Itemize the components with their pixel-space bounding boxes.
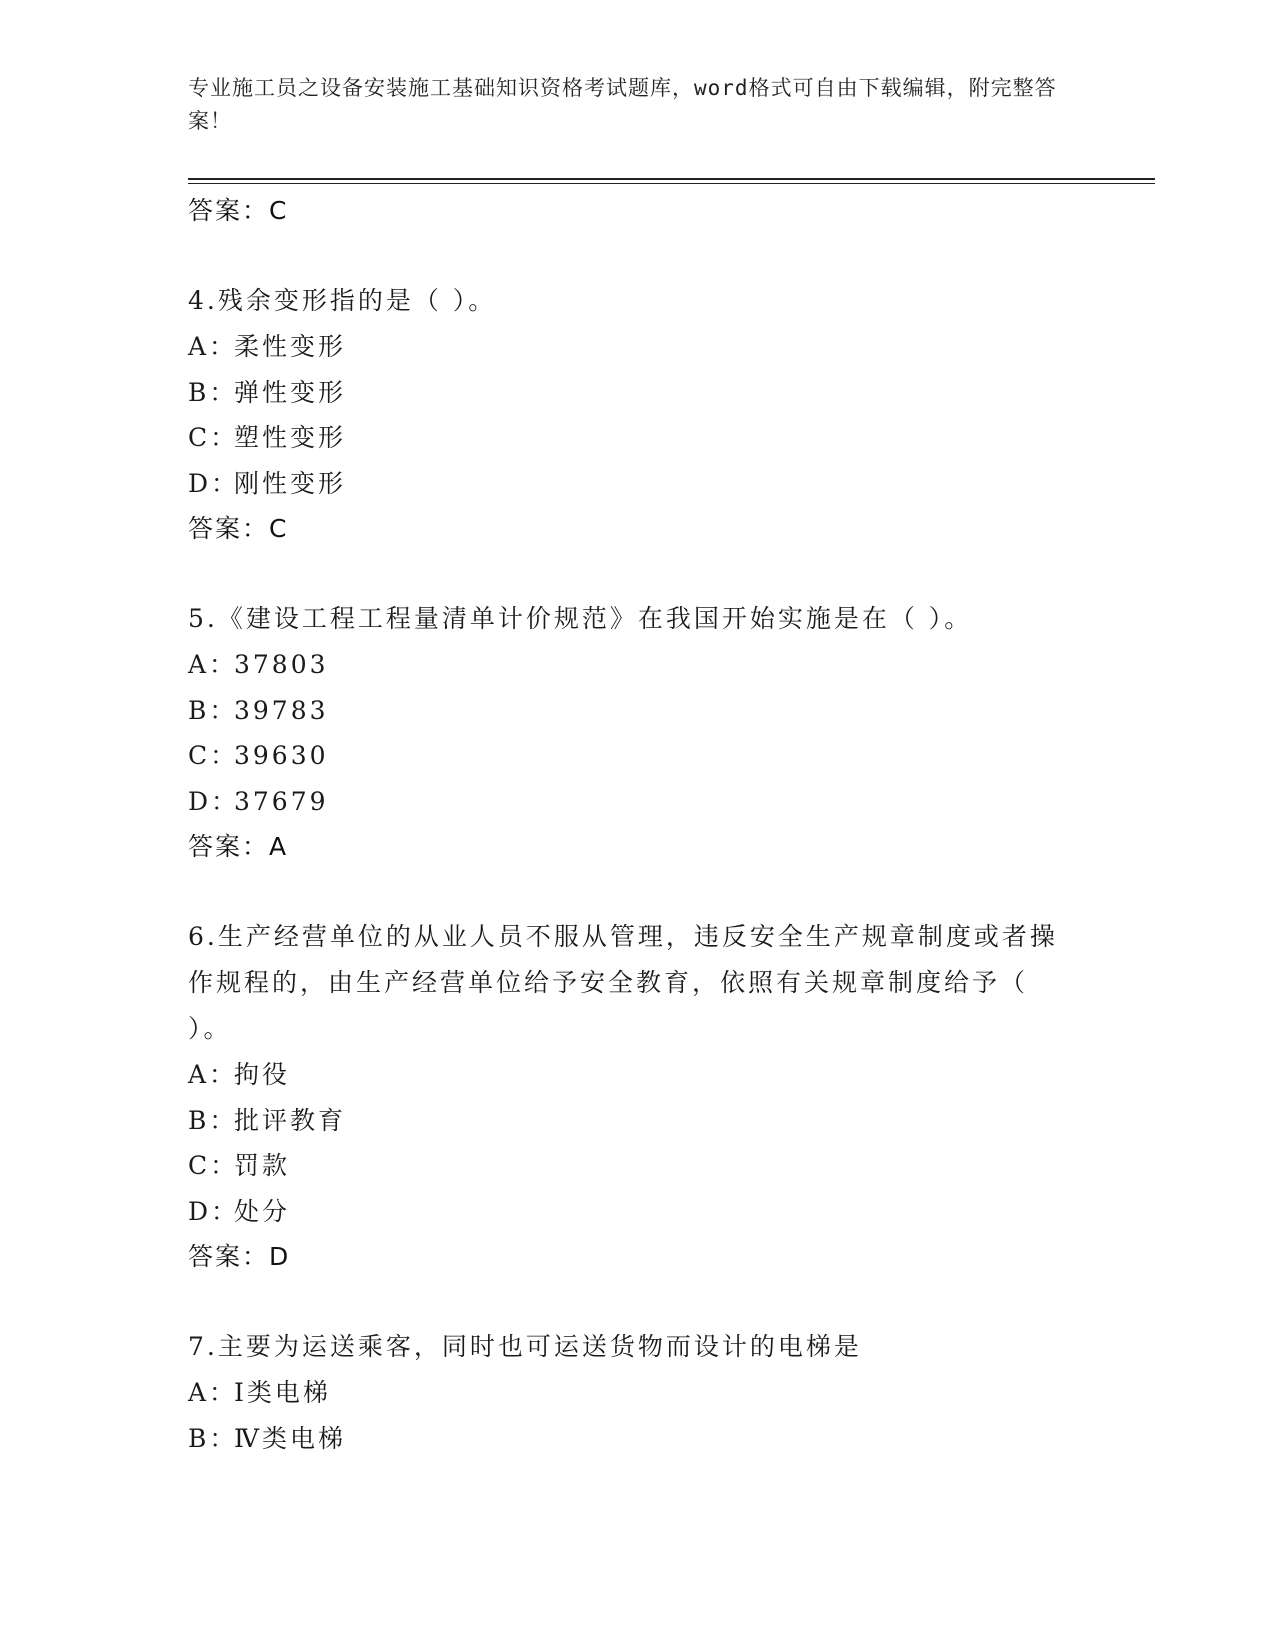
option-b	[188, 370, 1068, 416]
option-a	[188, 324, 1068, 370]
option-text: 刚性变形	[234, 468, 347, 498]
option-a	[188, 1370, 1068, 1416]
question-block	[188, 914, 1068, 1280]
option-text: 37679	[234, 786, 329, 816]
answer-line: 答案：C	[188, 514, 289, 543]
option-text: 罚款	[234, 1151, 291, 1180]
option-text: 塑性变形	[234, 423, 347, 452]
question-stem: 7.主要为运送乘客，同时也可运送货物而设计的电梯是	[188, 1332, 862, 1361]
option-c	[188, 1143, 1068, 1189]
option-key: B：	[188, 1105, 238, 1135]
option-b	[188, 1098, 1068, 1144]
option-key: A：	[188, 1378, 238, 1407]
option-key: D：	[188, 786, 240, 816]
option-text: 37803	[234, 650, 329, 679]
option-key: A：	[188, 1060, 238, 1089]
option-text: 弹性变形	[234, 377, 347, 407]
option-key: C：	[188, 423, 239, 452]
question-stem: 4.残余变形指的是（ ）。	[188, 286, 497, 315]
option-key: B：	[188, 377, 238, 407]
answer-line: 答案：A	[188, 832, 289, 861]
question-block	[188, 278, 1068, 552]
answer-line: 答案：D	[188, 1242, 291, 1271]
option-text: 批评教育	[234, 1105, 347, 1135]
option-key: B：	[188, 1423, 238, 1453]
option-c	[188, 415, 1068, 461]
option-key: D：	[188, 468, 240, 498]
option-text: Ⅰ类电梯	[234, 1378, 331, 1407]
option-text: 39783	[234, 695, 329, 725]
option-key: C：	[188, 741, 239, 770]
option-key: A：	[188, 650, 238, 679]
option-c	[188, 733, 1068, 779]
option-text: Ⅳ类电梯	[234, 1423, 346, 1453]
option-a	[188, 1052, 1068, 1098]
option-text: 处分	[234, 1196, 291, 1226]
header-divider-thin	[188, 183, 1155, 184]
option-d	[188, 1189, 1068, 1235]
option-text: 39630	[234, 741, 329, 770]
option-key: D：	[188, 1196, 240, 1226]
question-block	[188, 596, 1068, 870]
option-b	[188, 1416, 1068, 1462]
header-divider	[188, 178, 1155, 180]
question-list	[188, 188, 1068, 1461]
option-d	[188, 779, 1068, 825]
option-key: B：	[188, 695, 238, 725]
previous-answer: 答案：C	[188, 196, 289, 225]
option-key: A：	[188, 332, 238, 361]
question-stem: 5.《建设工程工程量清单计价规范》在我国开始实施是在（ ）。	[188, 604, 973, 633]
option-text: 柔性变形	[234, 332, 347, 361]
option-b	[188, 688, 1068, 734]
option-text: 拘役	[234, 1060, 291, 1089]
option-a	[188, 642, 1068, 688]
question-block	[188, 1324, 1068, 1461]
option-d	[188, 461, 1068, 507]
question-stem: 6.生产经营单位的从业人员不服从管理，违反安全生产规章制度或者操作规程的，由生产经营单位给予安全教育，依照有关规章制度给予（ ）。	[188, 922, 1058, 1043]
document-header: 专业施工员之设备安装施工基础知识资格考试题库，word格式可自由下载编辑，附完整答案！	[188, 76, 1057, 133]
option-key: C：	[188, 1151, 239, 1180]
